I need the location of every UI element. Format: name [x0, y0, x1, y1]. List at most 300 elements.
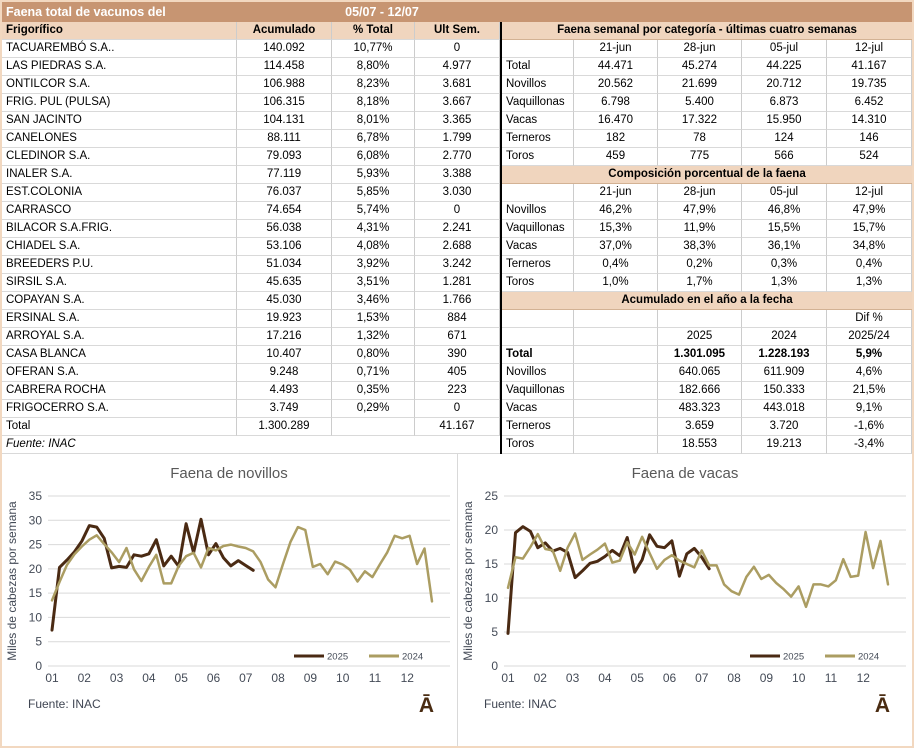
series-line-2025 [508, 527, 709, 634]
cell[interactable]: 56.038 [237, 220, 332, 238]
report-date-range: 05/07 - 12/07 [345, 5, 419, 19]
weekly-section-header[interactable]: Faena semanal por categoría - últimas cuatro semanas [502, 22, 912, 40]
series-line-2024 [508, 532, 888, 607]
cell[interactable]: 34,8% [827, 238, 912, 256]
x-tick-label: 05 [174, 671, 188, 685]
plant-row [2, 40, 500, 58]
cell[interactable]: Ult Sem. [415, 22, 500, 40]
cell[interactable]: 14.310 [827, 112, 912, 130]
cell[interactable] [574, 364, 658, 382]
cell[interactable]: 3.030 [415, 184, 500, 202]
cell[interactable]: 11,9% [658, 220, 742, 238]
cell[interactable]: 8,18% [332, 94, 415, 112]
x-tick-label: 06 [662, 671, 677, 685]
x-tick-label: 09 [303, 671, 318, 685]
cell[interactable]: 3.749 [237, 400, 332, 418]
left-total-row [2, 418, 500, 436]
cell[interactable]: 51.034 [237, 256, 332, 274]
cell[interactable]: 21.699 [658, 76, 742, 94]
cell[interactable]: 1.228.193 [742, 346, 827, 364]
cell[interactable]: 106.315 [237, 94, 332, 112]
x-tick-label: 09 [759, 671, 774, 685]
cell[interactable]: 640.065 [658, 364, 742, 382]
chart-source-label: Fuente: INAC [484, 697, 557, 711]
plant-row [2, 220, 500, 238]
cell[interactable]: 1,53% [332, 310, 415, 328]
cell[interactable]: FRIGOCERRO S.A. [2, 400, 237, 418]
cell[interactable]: 390 [415, 346, 500, 364]
cell[interactable]: 405 [415, 364, 500, 382]
cell[interactable]: 6,08% [332, 148, 415, 166]
cell[interactable]: 0 [415, 40, 500, 58]
left-source-row [2, 436, 500, 454]
cell[interactable]: Vacas [502, 400, 574, 418]
cell[interactable]: 15.950 [742, 112, 827, 130]
chart-title: Faena de novillos [170, 465, 288, 482]
cell[interactable]: 1,32% [332, 328, 415, 346]
plant-row [2, 76, 500, 94]
cell[interactable]: 4.493 [237, 382, 332, 400]
cell[interactable]: 5,74% [332, 202, 415, 220]
y-tick-label: 15 [484, 557, 498, 571]
cell[interactable]: CHIADEL S.A. [2, 238, 237, 256]
cell[interactable]: 18.553 [658, 436, 742, 454]
cell[interactable]: CLEDINOR S.A. [2, 148, 237, 166]
cell[interactable]: 15,3% [574, 220, 658, 238]
cell[interactable]: INALER S.A. [2, 166, 237, 184]
novillos-chart-panel[interactable] [2, 454, 457, 746]
cell[interactable]: 21,5% [827, 382, 912, 400]
cell[interactable]: Terneros [502, 130, 574, 148]
cell[interactable]: 53.106 [237, 238, 332, 256]
cell[interactable]: Vacas [502, 112, 574, 130]
cell[interactable]: 2.688 [415, 238, 500, 256]
cell[interactable]: 1,7% [658, 274, 742, 292]
cell[interactable]: 524 [827, 148, 912, 166]
x-tick-label: 01 [501, 671, 515, 685]
cell[interactable]: BREEDERS P.U. [2, 256, 237, 274]
cell[interactable]: 2.241 [415, 220, 500, 238]
plant-row [2, 130, 500, 148]
cell[interactable]: 28-jun [658, 184, 742, 202]
cell[interactable]: CASA BLANCA [2, 346, 237, 364]
plant-row [2, 274, 500, 292]
cell[interactable]: 114.458 [237, 58, 332, 76]
cell[interactable]: Vaquillonas [502, 94, 574, 112]
weekly-dates-row [502, 40, 912, 58]
x-tick-label: 08 [727, 671, 741, 685]
cell[interactable]: 146 [827, 130, 912, 148]
cell[interactable]: 21-jun [574, 40, 658, 58]
cell[interactable] [502, 40, 574, 58]
cell[interactable]: 443.018 [742, 400, 827, 418]
cell[interactable]: 611.909 [742, 364, 827, 382]
cell[interactable] [237, 436, 332, 454]
cell[interactable]: 77.119 [237, 166, 332, 184]
plant-row [2, 58, 500, 76]
accumulated-header-row [502, 328, 912, 346]
legend-label-2025[interactable]: 2025 [327, 651, 349, 663]
cell[interactable]: 79.093 [237, 148, 332, 166]
cell[interactable]: Toros [502, 274, 574, 292]
cell[interactable]: CANELONES [2, 130, 237, 148]
cell[interactable] [502, 310, 574, 328]
banner[interactable] [2, 2, 912, 22]
x-tick-label: 10 [792, 671, 806, 685]
cell[interactable] [574, 418, 658, 436]
cell[interactable]: -3,4% [827, 436, 912, 454]
category-tables [500, 22, 912, 454]
cell[interactable]: 0,2% [658, 256, 742, 274]
cell[interactable]: 78 [658, 130, 742, 148]
x-tick-label: 12 [400, 671, 414, 685]
cell[interactable]: Novillos [502, 364, 574, 382]
cell[interactable]: COPAYAN S.A. [2, 292, 237, 310]
x-tick-label: 05 [630, 671, 644, 685]
y-tick-label: 35 [28, 489, 42, 503]
cell[interactable]: Vacas [502, 238, 574, 256]
cell[interactable]: 124 [742, 130, 827, 148]
cell[interactable]: 20.562 [574, 76, 658, 94]
y-axis-title: Miles de cabezas por semana [461, 501, 475, 661]
plant-row [2, 382, 500, 400]
cell[interactable]: 45.030 [237, 292, 332, 310]
novillos-chart[interactable] [2, 454, 457, 746]
cell[interactable]: 6.452 [827, 94, 912, 112]
x-tick-label: 06 [206, 671, 221, 685]
cell[interactable]: 10,77% [332, 40, 415, 58]
cell[interactable]: 8,01% [332, 112, 415, 130]
weekly-row [502, 94, 912, 112]
cell[interactable]: 0,4% [827, 256, 912, 274]
cell[interactable]: 88.111 [237, 130, 332, 148]
plant-row [2, 148, 500, 166]
plant-row [2, 400, 500, 418]
x-tick-label: 03 [109, 671, 124, 685]
cell[interactable]: Vaquillonas [502, 382, 574, 400]
cell[interactable]: 3.720 [742, 418, 827, 436]
cell[interactable]: 6,78% [332, 130, 415, 148]
cell[interactable]: 8,80% [332, 58, 415, 76]
chart-source-label: Fuente: INAC [28, 697, 101, 711]
composition-row [502, 238, 912, 256]
cell[interactable]: 2025 [658, 328, 742, 346]
cell[interactable]: 37,0% [574, 238, 658, 256]
cell[interactable]: 0,4% [574, 256, 658, 274]
x-tick-label: 07 [239, 671, 253, 685]
cell[interactable]: 47,9% [658, 202, 742, 220]
plant-row [2, 202, 500, 220]
cell[interactable]: 0,3% [742, 256, 827, 274]
accumulated-section-header[interactable]: Acumulado en el año a la fecha [502, 292, 912, 310]
cell[interactable]: 76.037 [237, 184, 332, 202]
y-tick-label: 0 [491, 659, 498, 673]
y-tick-label: 25 [28, 537, 42, 552]
cell[interactable]: 17.216 [237, 328, 332, 346]
cell[interactable]: 41.167 [827, 58, 912, 76]
cell[interactable]: 483.323 [658, 400, 742, 418]
cell[interactable]: 15,5% [742, 220, 827, 238]
cell[interactable]: 0,80% [332, 346, 415, 364]
cell[interactable]: 459 [574, 148, 658, 166]
x-tick-label: 11 [368, 671, 382, 685]
accumulated-row [502, 382, 912, 400]
plant-row [2, 328, 500, 346]
cell[interactable] [574, 328, 658, 346]
cell[interactable]: 1.300.289 [237, 418, 332, 436]
cell[interactable]: 4,6% [827, 364, 912, 382]
charts-row [2, 454, 912, 746]
cell[interactable] [502, 328, 574, 346]
cell[interactable]: 0 [415, 400, 500, 418]
cell[interactable] [332, 418, 415, 436]
cell[interactable]: 0,29% [332, 400, 415, 418]
legend-label-2024[interactable]: 2024 [402, 651, 424, 663]
cell[interactable]: 6.873 [742, 94, 827, 112]
cell[interactable]: % Total [332, 22, 415, 40]
x-tick-label: 08 [271, 671, 285, 685]
cell[interactable] [574, 382, 658, 400]
cell[interactable]: 9.248 [237, 364, 332, 382]
cell[interactable]: 0,71% [332, 364, 415, 382]
cell[interactable]: SIRSIL S.A. [2, 274, 237, 292]
y-axis-title: Miles de cabezas por semana [5, 501, 19, 661]
cell[interactable]: 46,2% [574, 202, 658, 220]
cell[interactable]: 05-jul [742, 184, 827, 202]
cell[interactable]: Novillos [502, 76, 574, 94]
cell[interactable]: 19.923 [237, 310, 332, 328]
cell[interactable]: 140.092 [237, 40, 332, 58]
cell[interactable]: Toros [502, 148, 574, 166]
cell[interactable]: 12-jul [827, 40, 912, 58]
cell[interactable]: Total [2, 418, 237, 436]
cell[interactable]: 150.333 [742, 382, 827, 400]
cell[interactable]: 3,51% [332, 274, 415, 292]
y-tick-label: 30 [28, 513, 42, 528]
cell[interactable]: 223 [415, 382, 500, 400]
y-tick-label: 5 [491, 625, 498, 639]
cell[interactable]: 106.988 [237, 76, 332, 94]
x-tick-label: 01 [45, 671, 59, 685]
cell[interactable]: Terneros [502, 418, 574, 436]
cell[interactable]: 1,3% [742, 274, 827, 292]
cell[interactable]: 45.635 [237, 274, 332, 292]
weekly-row [502, 112, 912, 130]
cell[interactable]: 36,1% [742, 238, 827, 256]
cell[interactable]: 19.213 [742, 436, 827, 454]
accumulated-row [502, 364, 912, 382]
cell[interactable] [332, 436, 415, 454]
cell[interactable]: 2025/24 [827, 328, 912, 346]
composition-row [502, 202, 912, 220]
cell[interactable]: 8,23% [332, 76, 415, 94]
cell[interactable]: 5,9% [827, 346, 912, 364]
logo-mark: Ā [874, 694, 890, 717]
vacas-chart[interactable] [458, 454, 913, 746]
cell[interactable]: CABRERA ROCHA [2, 382, 237, 400]
chart-title: Faena de vacas [631, 465, 739, 482]
accumulated-row [502, 436, 912, 454]
vacas-chart-panel[interactable] [457, 454, 912, 746]
accumulated-row [502, 400, 912, 418]
cell[interactable]: 2024 [742, 328, 827, 346]
cell[interactable]: Total [502, 58, 574, 76]
cell[interactable]: 1.301.095 [658, 346, 742, 364]
y-tick-label: 10 [484, 591, 498, 605]
cell[interactable]: 1.766 [415, 292, 500, 310]
cell[interactable]: 3.388 [415, 166, 500, 184]
cell[interactable]: 16.470 [574, 112, 658, 130]
cell[interactable]: Novillos [502, 202, 574, 220]
cell[interactable]: SAN JACINTO [2, 112, 237, 130]
cell[interactable]: 4.977 [415, 58, 500, 76]
cell[interactable]: 10.407 [237, 346, 332, 364]
y-tick-label: 0 [35, 659, 42, 673]
cell[interactable]: 1,0% [574, 274, 658, 292]
cell[interactable]: OFERAN S.A. [2, 364, 237, 382]
cell[interactable]: 0,35% [332, 382, 415, 400]
cell[interactable] [742, 310, 827, 328]
plant-row [2, 256, 500, 274]
cell[interactable]: 3.681 [415, 76, 500, 94]
cell[interactable]: 884 [415, 310, 500, 328]
x-tick-label: 03 [565, 671, 580, 685]
cell[interactable] [574, 346, 658, 364]
cell[interactable] [574, 436, 658, 454]
tables-row [2, 22, 912, 454]
cell[interactable]: Total [502, 346, 574, 364]
x-tick-label: 12 [856, 671, 870, 685]
cell[interactable]: 12-jul [827, 184, 912, 202]
cell[interactable] [574, 310, 658, 328]
cell[interactable]: 20.712 [742, 76, 827, 94]
cell[interactable]: 182.666 [658, 382, 742, 400]
weekly-row [502, 130, 912, 148]
cell[interactable]: -1,6% [827, 418, 912, 436]
cell[interactable]: 5.400 [658, 94, 742, 112]
cell[interactable]: CARRASCO [2, 202, 237, 220]
accumulated-header-row [502, 310, 912, 328]
cell[interactable]: ONTILCOR S.A. [2, 76, 237, 94]
cell[interactable]: 19.735 [827, 76, 912, 94]
plant-row [2, 346, 500, 364]
y-tick-label: 25 [484, 489, 498, 503]
legend-label-2024[interactable]: 2024 [858, 651, 880, 663]
x-tick-label: 04 [598, 671, 612, 685]
cell[interactable]: 3.667 [415, 94, 500, 112]
cell[interactable]: Dif % [827, 310, 912, 328]
cell[interactable]: 5,85% [332, 184, 415, 202]
cell[interactable]: 4,31% [332, 220, 415, 238]
composition-section-header[interactable]: Composición porcentual de la faena [502, 166, 912, 184]
cell[interactable]: 4,08% [332, 238, 415, 256]
cell[interactable]: 38,3% [658, 238, 742, 256]
x-tick-label: 07 [695, 671, 709, 685]
cell[interactable]: Toros [502, 436, 574, 454]
cell[interactable]: 3.365 [415, 112, 500, 130]
y-tick-label: 20 [484, 523, 498, 537]
cell[interactable]: 5,93% [332, 166, 415, 184]
cell[interactable]: 182 [574, 130, 658, 148]
cell[interactable]: 3,92% [332, 256, 415, 274]
cell[interactable]: ERSINAL S.A. [2, 310, 237, 328]
cell[interactable]: 05-jul [742, 40, 827, 58]
cell[interactable]: LAS PIEDRAS S.A. [2, 58, 237, 76]
accumulated-row [502, 418, 912, 436]
cell[interactable]: FRIG. PUL (PULSA) [2, 94, 237, 112]
cell[interactable]: 9,1% [827, 400, 912, 418]
cell[interactable]: 3,46% [332, 292, 415, 310]
cell[interactable]: 44.225 [742, 58, 827, 76]
cell[interactable]: 1.281 [415, 274, 500, 292]
cell[interactable]: 6.798 [574, 94, 658, 112]
cell[interactable]: 1.799 [415, 130, 500, 148]
x-tick-label: 02 [77, 671, 91, 685]
cell[interactable]: 47,9% [827, 202, 912, 220]
cell[interactable]: EST.COLONIA [2, 184, 237, 202]
cell[interactable]: ARROYAL S.A. [2, 328, 237, 346]
plant-row [2, 364, 500, 382]
cell[interactable] [574, 400, 658, 418]
cell[interactable]: 3.242 [415, 256, 500, 274]
x-tick-label: 04 [142, 671, 156, 685]
plant-row [2, 112, 500, 130]
cell[interactable] [658, 310, 742, 328]
weekly-row [502, 58, 912, 76]
cell[interactable]: 44.471 [574, 58, 658, 76]
accumulated-row [502, 346, 912, 364]
composition-row [502, 220, 912, 238]
logo-mark: Ā [418, 694, 434, 717]
plant-row [2, 184, 500, 202]
cell[interactable]: Terneros [502, 256, 574, 274]
composition-dates-row [502, 184, 912, 202]
cell[interactable]: Vaquillonas [502, 220, 574, 238]
cell[interactable] [502, 184, 574, 202]
cell[interactable] [415, 436, 500, 454]
composition-row [502, 274, 912, 292]
cell[interactable]: 41.167 [415, 418, 500, 436]
cell[interactable]: 104.131 [237, 112, 332, 130]
cell[interactable]: TACUAREMBÓ S.A.. [2, 40, 237, 58]
cell[interactable]: 0 [415, 202, 500, 220]
cell[interactable]: 566 [742, 148, 827, 166]
cell[interactable]: 2.770 [415, 148, 500, 166]
cell[interactable]: 45.274 [658, 58, 742, 76]
cell[interactable]: Frigorífico [2, 22, 237, 40]
series-line-2025 [52, 519, 253, 630]
cell[interactable]: Fuente: INAC [2, 436, 237, 454]
cell[interactable]: 3.659 [658, 418, 742, 436]
cell[interactable]: 21-jun [574, 184, 658, 202]
legend-label-2025[interactable]: 2025 [783, 651, 805, 663]
cell[interactable]: 1,3% [827, 274, 912, 292]
report-title: Faena total de vacunos del [6, 5, 166, 19]
x-tick-label: 11 [824, 671, 838, 685]
cell[interactable]: 15,7% [827, 220, 912, 238]
y-tick-label: 20 [28, 561, 42, 576]
cell[interactable]: 17.322 [658, 112, 742, 130]
cell[interactable]: 671 [415, 328, 500, 346]
cell[interactable]: 775 [658, 148, 742, 166]
cell[interactable]: 46,8% [742, 202, 827, 220]
cell[interactable]: 74.654 [237, 202, 332, 220]
plant-row [2, 94, 500, 112]
plant-row [2, 238, 500, 256]
cell[interactable]: 28-jun [658, 40, 742, 58]
cell[interactable]: BILACOR S.A.FRIG. [2, 220, 237, 238]
cell[interactable]: Acumulado [237, 22, 332, 40]
